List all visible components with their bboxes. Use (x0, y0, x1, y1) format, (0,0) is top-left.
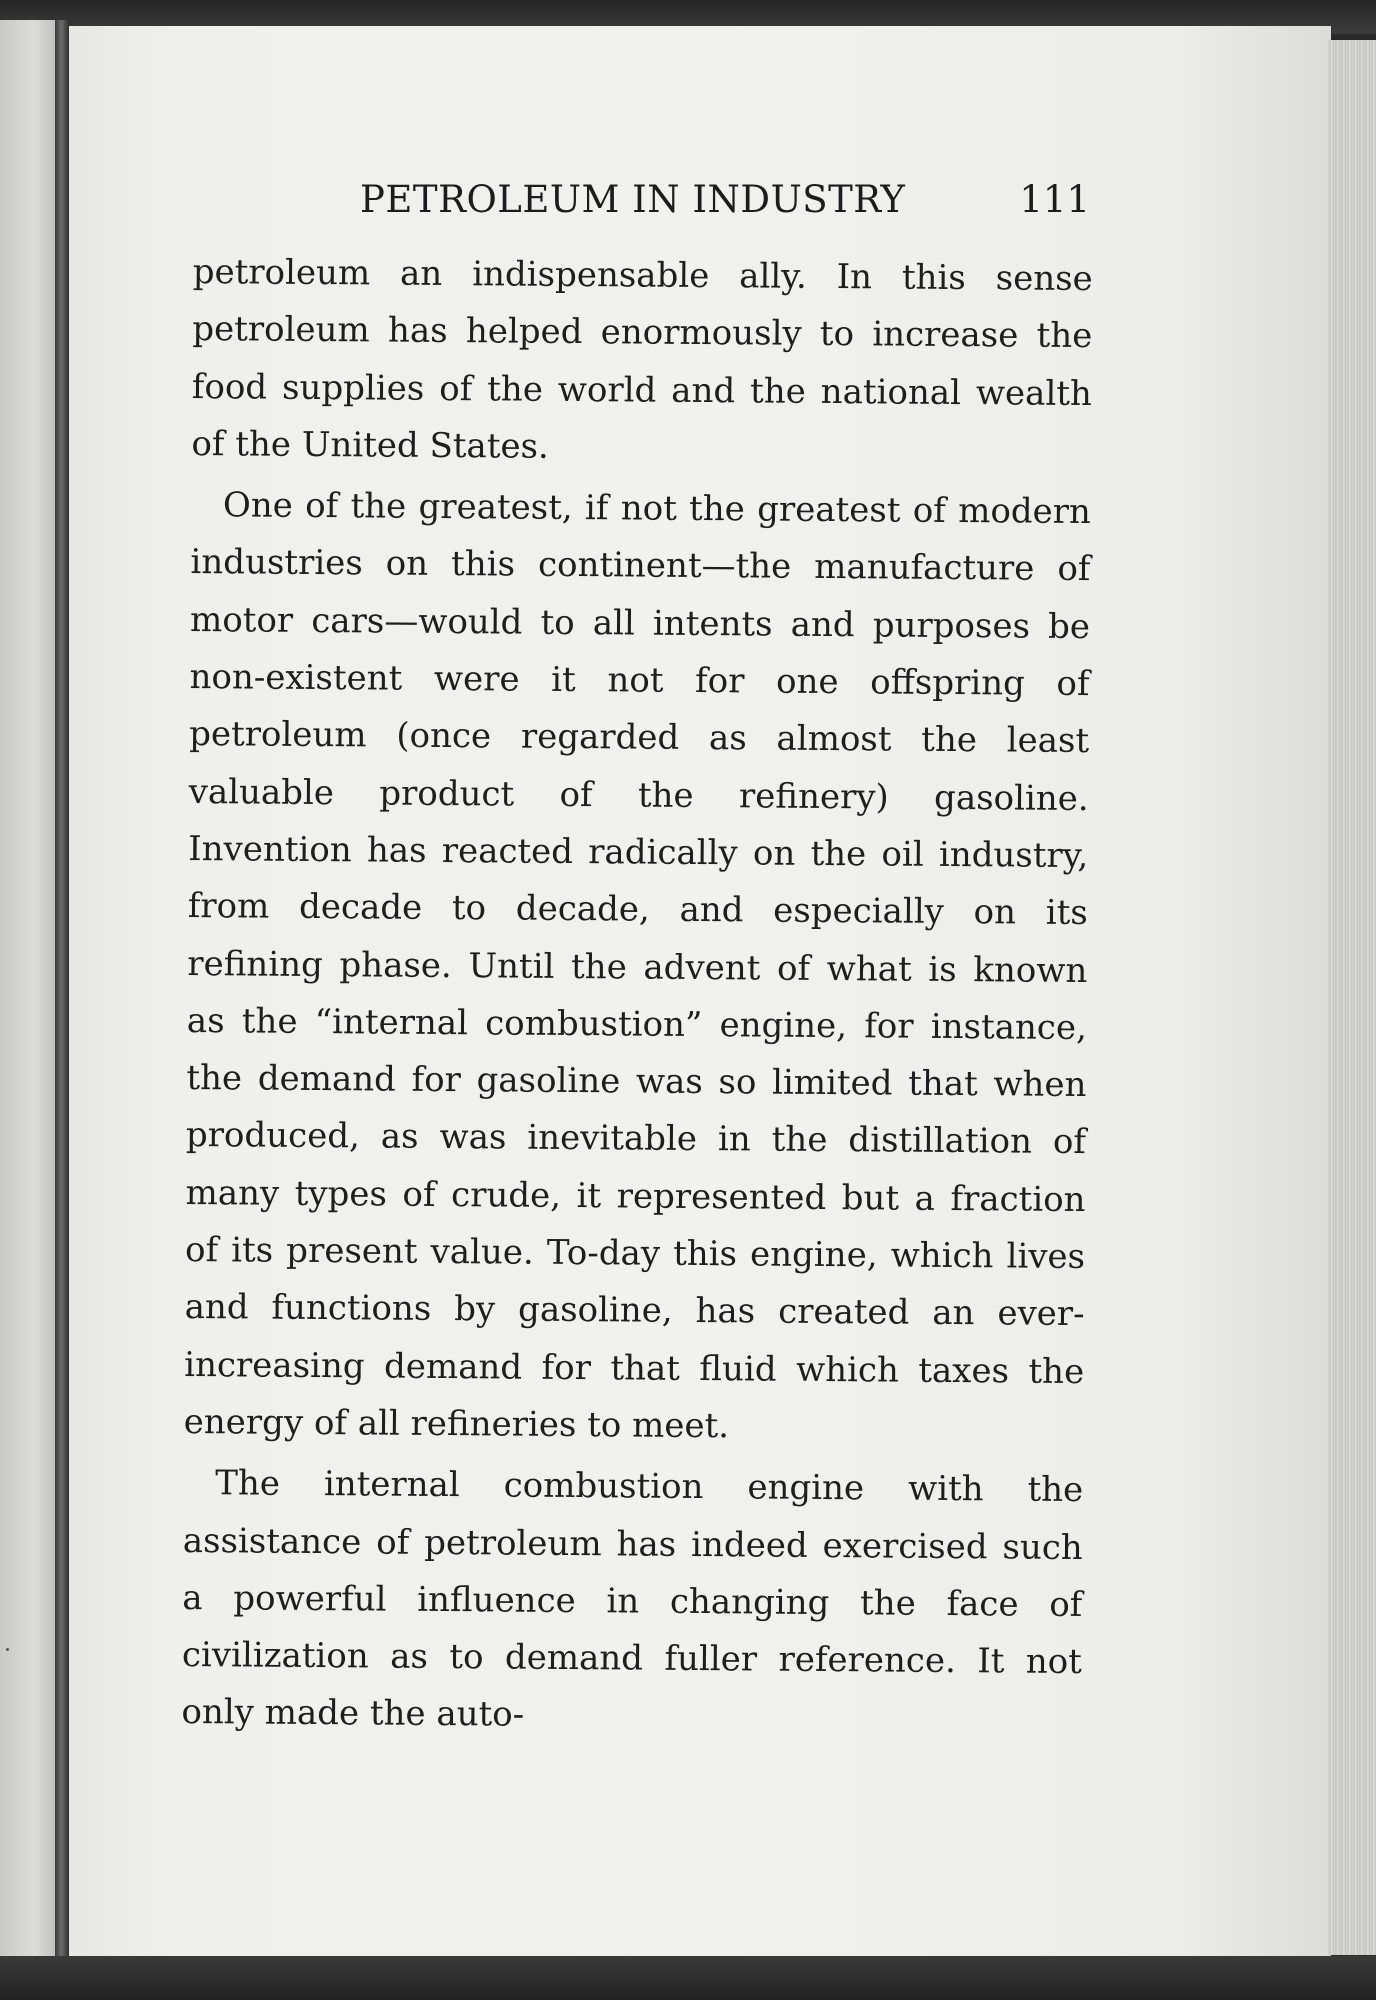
scan-dust-mark (6, 1648, 9, 1651)
paragraph-continued: petroleum an indispensable ally. In this sense petroleum has helped enormously to increase the food supplies of the world and the national wealth of the United States. (191, 251, 1093, 467)
paragraph-internal-combustion: The internal combustion engine with the assistance of petroleum has indeed exercised such a powerful influence in changing the face of civilization as to demand fuller reference. It not only made the auto- (181, 1463, 1084, 1736)
page-header (360, 178, 1090, 228)
paragraph-motor-cars: One of the greatest, if not the greatest of modern industries on this continent—the manufacture of motor cars—would to all intents and purposes be non-existent were it not for one offspring of petroleum (once regarded as almost the least valuable product of the refinery) gasoline. Invention has reacted radically on the oil industry, from decade to decade, and especially on its refining phase. Until the advent of what is known as the “internal combustion” engine, for instance, the demand for gasoline was so limited that when produced, as was inevitable in the distillation of many types of crude, it represented but a fraction of its present value. To-day this engine, which lives and functions by gasoline, has created an ever-increasing demand for that fluid which taxes the energy of all refineries to meet. (183, 485, 1092, 1447)
running-head: PETROLEUM IN INDUSTRY (360, 178, 906, 221)
page-number: 111 (1019, 178, 1090, 221)
scan-bottom-border (0, 1956, 1376, 2000)
left-page-edge (0, 20, 58, 1965)
book-gutter (55, 20, 69, 1965)
page-fore-edge (1328, 40, 1376, 1955)
body-text (181, 244, 1093, 1749)
